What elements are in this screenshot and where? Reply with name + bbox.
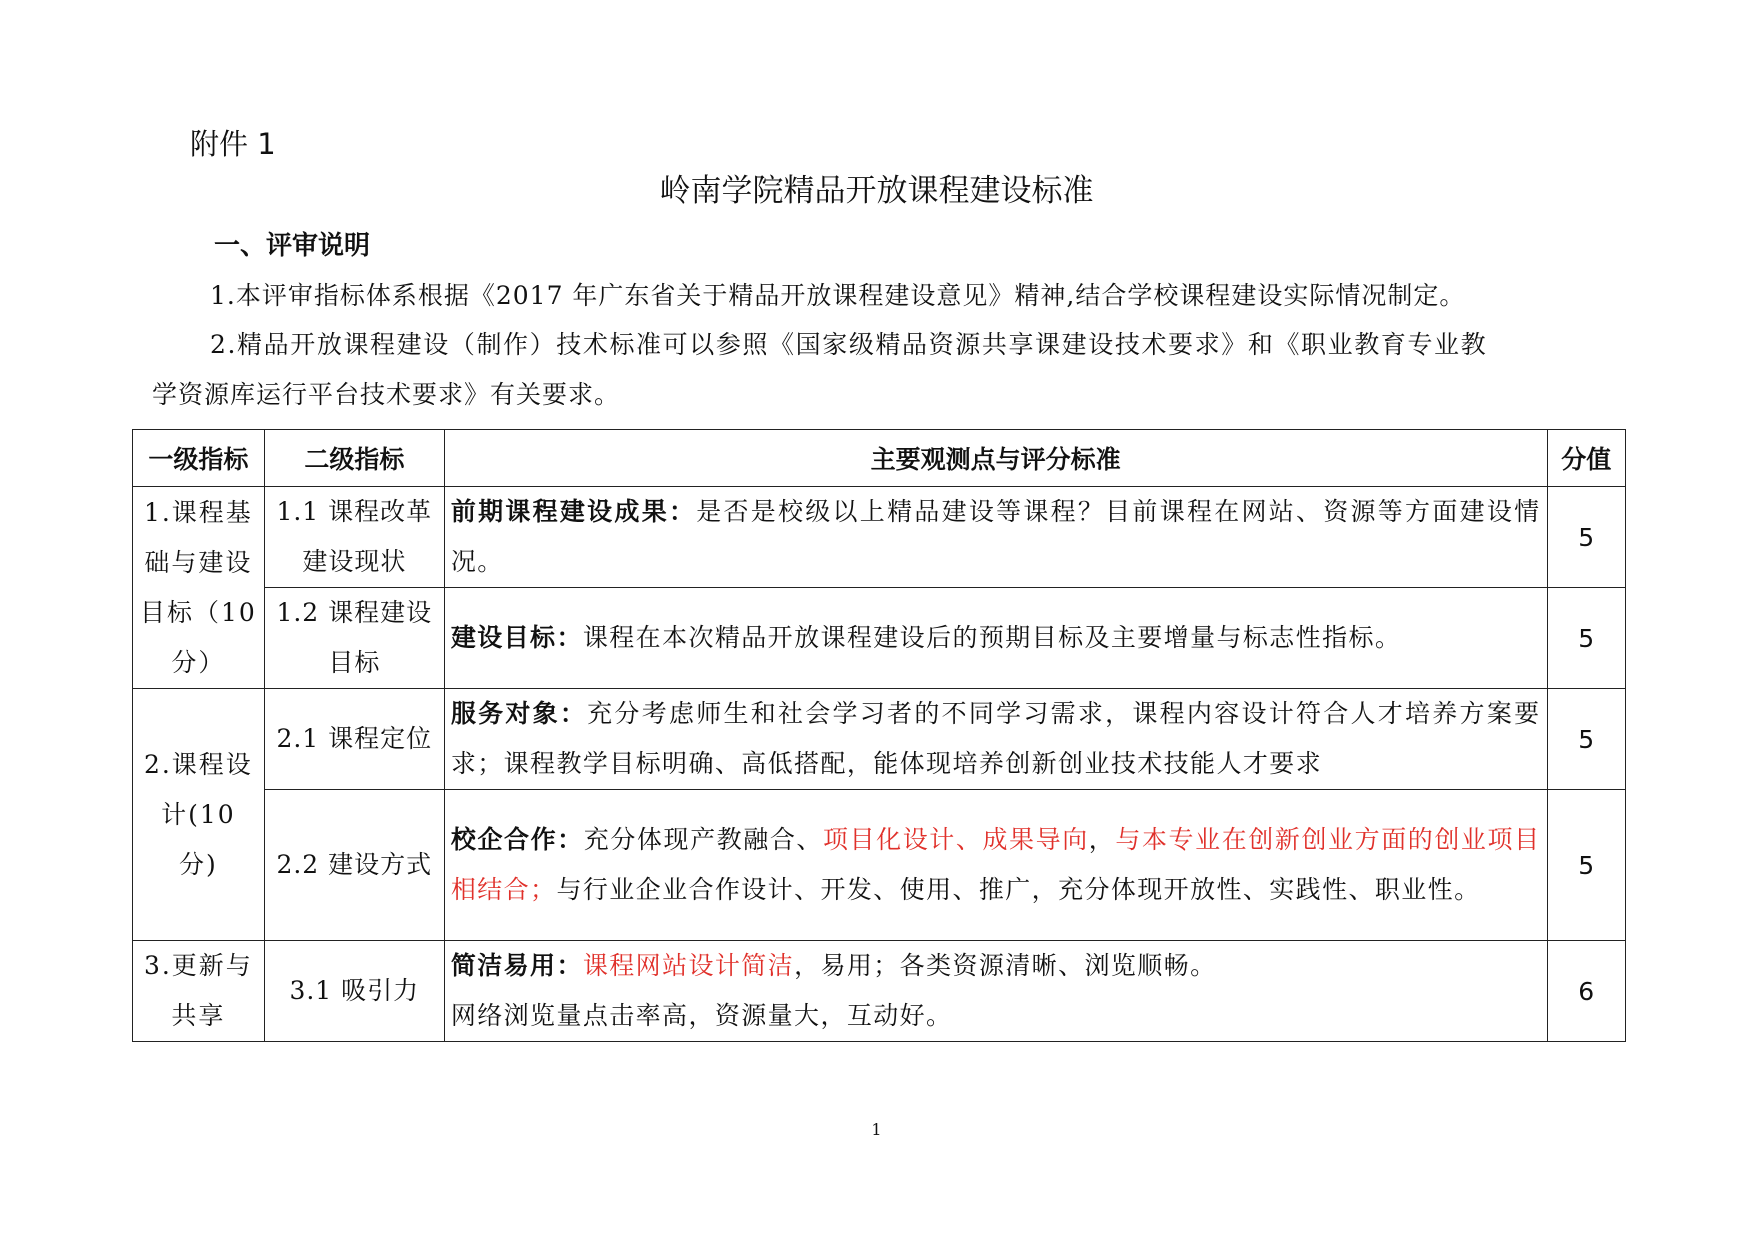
- header-level1: 一级指标: [133, 430, 265, 487]
- paragraph-2-line-2: 学资源库运行平台技术要求》有关要求。: [152, 380, 621, 409]
- level2-cell: 1.1 课程改革建设现状: [264, 487, 444, 588]
- page-number: 1: [871, 1120, 882, 1139]
- highlight-text: 课程网站设计简洁: [582, 951, 795, 980]
- criteria-cell: [444, 941, 1547, 1042]
- criteria-label: 校企合作：: [450, 825, 584, 854]
- criteria-label: 服务对象：: [450, 699, 588, 728]
- criteria-label: 简洁易用：: [450, 951, 583, 980]
- standards-table: [132, 429, 1626, 1042]
- header-criteria: 主要观测点与评分标准: [444, 430, 1547, 487]
- criteria-text: 课程在本次精品开放课程建设后的预期目标及主要增量与标志性指标。: [582, 623, 1402, 652]
- criteria-cell: [444, 689, 1547, 790]
- document-title: 岭南学院精品开放课程建设标准: [659, 173, 1094, 209]
- criteria-cell: [444, 588, 1547, 689]
- score-cell: 5: [1547, 790, 1626, 941]
- paragraph-1: 1.本评审指标体系根据《2017 年广东省关于精品开放课程建设意见》精神,结合学校课程建设实际情况制定。: [210, 281, 1466, 310]
- criteria-text: 与行业企业合作设计、开发、使用、推广，充分体现开放性、实践性、职业性。: [556, 875, 1481, 904]
- level2-cell: 3.1 吸引力: [264, 941, 444, 1042]
- criteria-text: ，易用；各类资源清晰、浏览顺畅。: [794, 951, 1217, 980]
- criteria-text: 是否是校级以上精品建设等课程？目前课程在网站、资源等方面建设情况。: [450, 497, 1541, 576]
- table-row: [133, 588, 1626, 689]
- score-cell: 5: [1547, 689, 1626, 790]
- section-heading: 一、评审说明: [214, 231, 371, 261]
- level1-cell: 3.更新与共享: [133, 941, 265, 1042]
- criteria-text: 充分考虑师生和社会学习者的不同学习需求，课程内容设计符合人才培养方案要求；课程教学目标明确、高低搭配，能体现培养创新创业技术技能人才要求: [450, 699, 1541, 778]
- highlight-text: 与本专业在创新创业方面的创业项目相结合；: [450, 825, 1541, 904]
- score-cell: 5: [1547, 588, 1626, 689]
- paragraph-2-line-1: 2.精品开放课程建设（制作）技术标准可以参照《国家级精品资源共享课建设技术要求》和《职业教育专业教: [210, 330, 1488, 359]
- criteria-cell: [444, 487, 1547, 588]
- table-row: [133, 941, 1626, 1042]
- score-cell: 6: [1547, 941, 1626, 1042]
- level2-cell: 1.2 课程建设目标: [264, 588, 444, 689]
- highlight-text: 项目化设计、成果导向: [822, 825, 1089, 854]
- header-score: 分值: [1547, 430, 1626, 487]
- level2-cell: 2.1 课程定位: [264, 689, 444, 790]
- level1-cell: 1.课程基础与建设目标（10分）: [133, 487, 265, 689]
- criteria-cell: [444, 790, 1547, 941]
- attachment-label: 附件 1: [190, 127, 276, 161]
- table-row: [133, 790, 1626, 941]
- level2-cell: 2.2 建设方式: [264, 790, 444, 941]
- criteria-label: 建设目标：: [450, 623, 583, 652]
- table-row: [133, 487, 1626, 588]
- criteria-label: 前期课程建设成果：: [450, 497, 697, 526]
- level1-cell: 2.课程设计(10 分): [133, 689, 265, 941]
- score-cell: 5: [1547, 487, 1626, 588]
- criteria-text: 网络浏览量点击率高，资源量大，互动好。: [450, 1001, 953, 1030]
- table-header-row: [133, 430, 1626, 487]
- criteria-text: 充分体现产教融合、: [583, 825, 823, 854]
- criteria-text: ，: [1088, 825, 1116, 854]
- table-row: [133, 689, 1626, 790]
- header-level2: 二级指标: [264, 430, 444, 487]
